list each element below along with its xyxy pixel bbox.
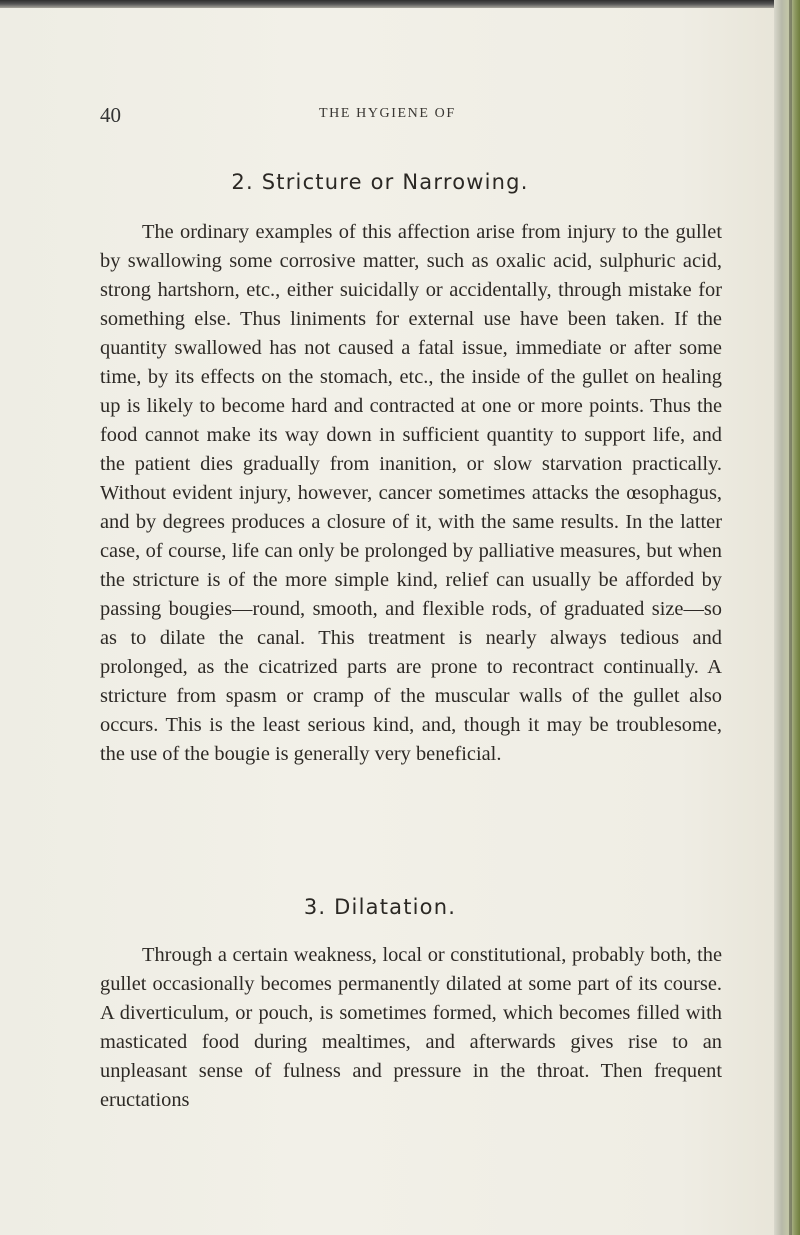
section-body-dilatation: Through a certain weakness, local or constitutional, probably both, the gullet occasionally becomes permanently dilated at some part of its course. A diverticulum, or pouch, is sometimes formed, which becomes filled with masticated food during mealtimes, and afterwards gives rise to an unpleasant sense of fulness and pressure in the throat. Then frequent eructations	[100, 944, 722, 1111]
running-head	[100, 103, 760, 127]
page-top-edge	[0, 0, 800, 8]
section-body-stricture: The ordinary examples of this affection arise from injury to the gullet by swallowing some corrosive matter, such as oxalic acid, sulphuric acid, strong hartshorn, etc., either suicidally or accidentally, through mistake for something else. Thus liniments for external use have been taken. If the quantity swallowed has not caused a fatal issue, immediate or after some time, by its effects on the stomach, etc., the inside of the gullet on healing up is likely to become hard and contracted at one or more points. Thus the food cannot make its way down in sufficient quantity to support life, and the patient dies gradually from inanition, or slow starvation practically. Without evident injury, however, cancer sometimes attacks the œsophagus, and by degrees produces a closure of it, with the same results. In the latter case, of course, life can only be prolonged by palliative measures, but when the stricture is of the more simple kind, relief can usually be afforded by passing bougies—round, smooth, and flexible rods, of graduated size—so as to dilate the canal. This treatment is nearly always tedious and prolonged, as the cicatrized parts are prone to recontract continually. A stricture from spasm or cramp of the muscular walls of the gullet also occurs. This is the least serious kind, and, though it may be troublesome, the use of the bougie is generally very beneficial.	[100, 221, 722, 765]
running-title: THE HYGIENE OF	[319, 106, 456, 121]
page-number: 40	[100, 103, 121, 127]
page-shadow-line	[789, 0, 792, 1235]
section-heading-stricture: 2. Stricture or Narrowing.	[231, 170, 529, 194]
book-spine-edge	[774, 0, 800, 1235]
section-heading-dilatation: 3. Dilatation.	[303, 895, 457, 919]
